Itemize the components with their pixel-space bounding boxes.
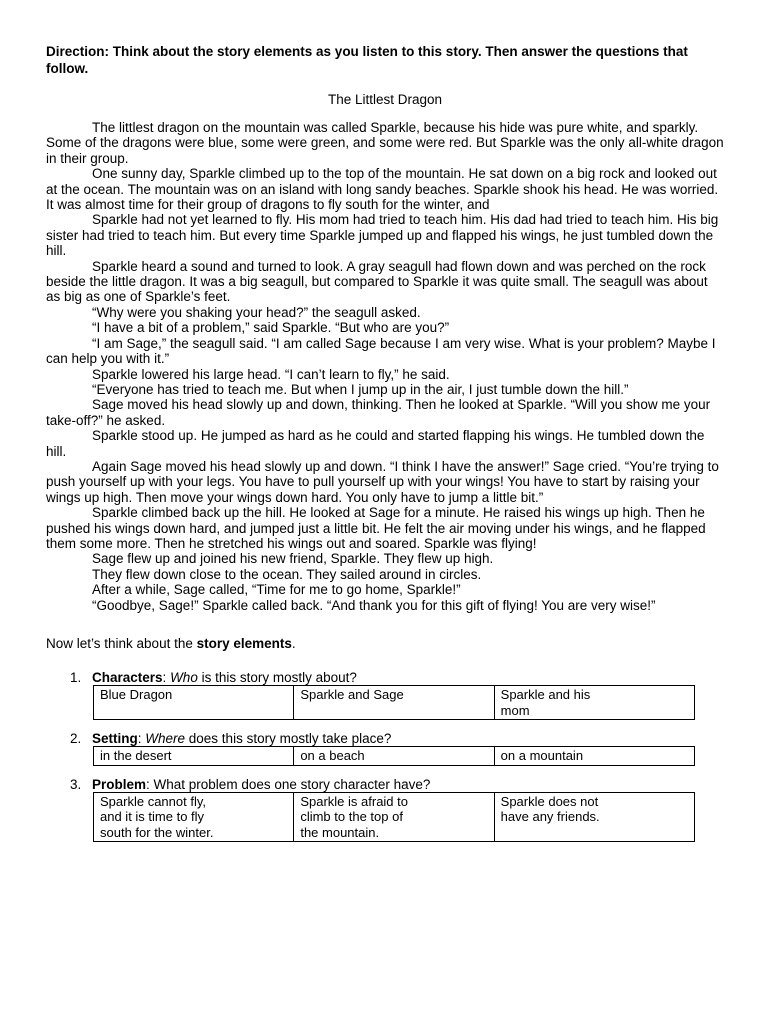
story-paragraph: They flew down close to the ocean. They sailed around in circles.: [92, 566, 482, 582]
answer-options-table: [93, 746, 695, 766]
answer-option[interactable]: Sparkle does not have any friends.: [494, 792, 694, 842]
story-paragraph: One sunny day, Sparkle climbed up to the top of the mountain. He sat down on a big rock and looked out at the ocean. The mountain was on an island with long sandy beaches. Sparkle shook his head. He was worried. It was almost time for their group of dragons to fly south for the winter, and: [46, 166, 719, 213]
story-body: [46, 120, 724, 613]
answer-option[interactable]: in the desert: [94, 747, 294, 766]
story-paragraph: “I have a bit of a problem,” said Sparkle. “But who are you?”: [92, 320, 450, 336]
question-label: Setting: [92, 731, 138, 746]
story-paragraph: “Everyone has tried to teach me. But when I jump up in the air, I just tumble down the hill.”: [92, 381, 629, 397]
story-paragraph: “Goodbye, Sage!” Sparkle called back. “And thank you for this gift of flying! You are very wise!”: [92, 597, 656, 613]
answer-option[interactable]: Blue Dragon: [94, 686, 294, 720]
question-number: 3.: [70, 776, 82, 792]
direction-text: Direction: Think about the story elements as you listen to this story. Then answer the questions that follow.: [46, 44, 688, 76]
question-number: 2.: [70, 731, 82, 746]
answer-option[interactable]: Sparkle is afraid to climb to the top of the mountain.: [294, 792, 494, 842]
question-number: 1.: [70, 670, 82, 685]
question-label: Characters: [92, 670, 163, 685]
story-paragraph: “I am Sage,” the seagull said. “I am called Sage because I am very wise. What is your problem? Maybe I can help you with it.”: [46, 335, 716, 367]
answer-option[interactable]: Sparkle and his mom: [494, 686, 694, 720]
story-paragraph: Sparkle lowered his large head. “I can’t learn to fly,” he said.: [92, 366, 450, 382]
question-3: [46, 777, 724, 843]
story-paragraph: Sparkle climbed back up the hill. He looked at Sage for a minute. He raised his wings up high. Then he pushed his wings down hard, and jumped just a little bit. He felt the air moving under his wings, and he flapped them some more. Then he stretched his wings out and soared. Sparkle was flying!: [46, 505, 706, 551]
question-prompt: 3. Problem: What problem does one story character have?: [70, 776, 431, 792]
story-paragraph: Sparkle heard a sound and turned to look. A gray seagull had flown down and was perched on the rock beside the little dragon. It was a big seagull, but compared to Sparkle it was quite small. The seagull was about as big as one of Sparkle’s feet.: [46, 258, 708, 305]
story-paragraph: Sparkle had not yet learned to fly. His mom had tried to teach him. His dad had tried to teach him. His big sister had tried to teach him. But every time Sparkle jumped up and flapped his wings, he just tumbled down the hill.: [46, 212, 719, 259]
story-paragraph: After a while, Sage called, “Time for me to go home, Sparkle!”: [92, 582, 461, 598]
answer-options-table: [93, 792, 695, 843]
story-paragraph: “Why were you shaking your head?” the seagull asked.: [92, 304, 421, 320]
question-2: [46, 731, 724, 766]
answer-option[interactable]: Sparkle and Sage: [294, 686, 494, 720]
story-paragraph: Again Sage moved his head slowly up and down. “I think I have the answer!” Sage cried. “You’re trying to push yourself up with your legs. You have to pull yourself up with your wings! You have to start by raising your wings up high. Then move your wings down hard. You only have to jump a little bit.”: [46, 458, 719, 505]
answer-option[interactable]: Sparkle cannot fly, and it is time to fly south for the winter.: [94, 792, 294, 842]
question-emphasis: Where: [145, 731, 186, 746]
story-title: The Littlest Dragon: [327, 92, 443, 107]
answer-option[interactable]: on a beach: [294, 747, 494, 766]
question-label: Problem: [92, 776, 147, 792]
story-paragraph: The littlest dragon on the mountain was called Sparkle, because his hide was pure white, and sparkly. Some of the dragons were blue, some were green, and some were red. But Sparkle was the only all-white dragon in their group.: [46, 120, 724, 166]
question-prompt: 2. Setting: Where does this story mostly take place?: [70, 731, 392, 746]
answer-option[interactable]: on a mountain: [494, 747, 694, 766]
story-paragraph: Sage flew up and joined his new friend, Sparkle. They flew up high.: [92, 551, 494, 567]
question-prompt: 1. Characters: Who is this story mostly about?: [70, 670, 357, 685]
worksheet-page: [46, 43, 724, 853]
story-paragraph: Sparkle stood up. He jumped as hard as he could and started flapping his wings. He tumbled down the hill.: [46, 428, 705, 459]
questions-intro: Now let’s think about the story elements.: [46, 636, 296, 651]
intro-bold: story elements: [196, 636, 292, 651]
question-1: [46, 670, 724, 720]
question-emphasis: Who: [170, 670, 198, 685]
story-paragraph: Sage moved his head slowly up and down, thinking. Then he looked at Sparkle. “Will you show me your take-off?” he asked.: [46, 397, 711, 428]
answer-options-table: [93, 685, 695, 720]
